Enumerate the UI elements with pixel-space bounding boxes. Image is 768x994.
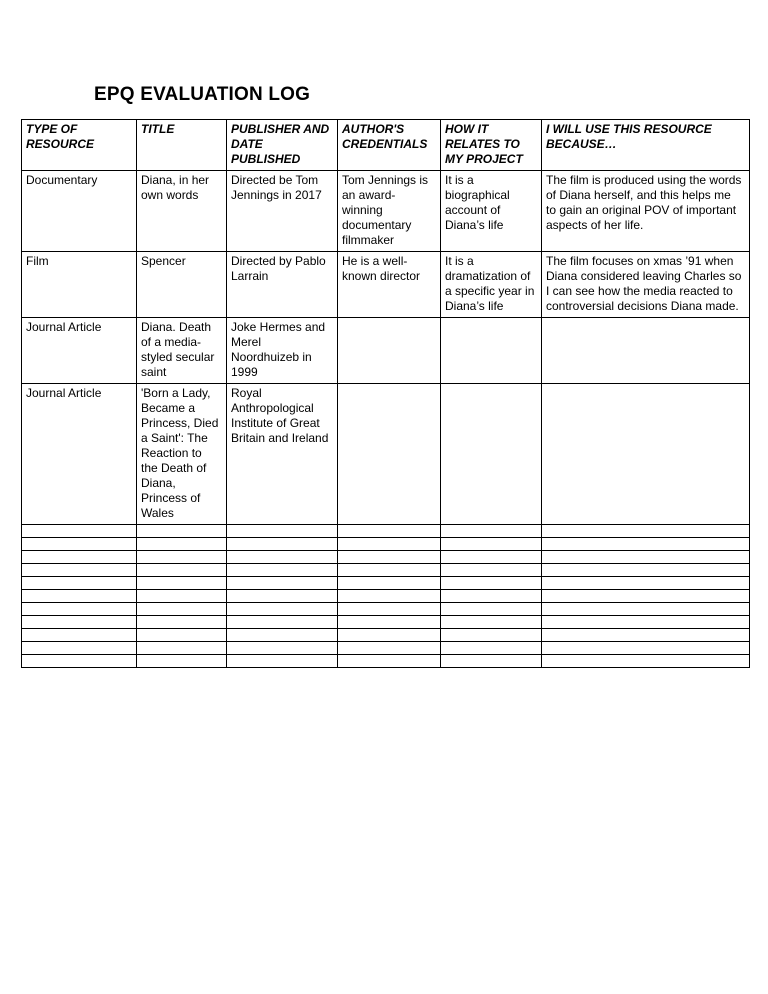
empty-rows (22, 525, 750, 668)
evaluation-log-table (21, 119, 750, 668)
empty-table-cell (338, 590, 441, 603)
table-cell: The film is produced using the words of Diana herself, and this helps me to gain an original POV of important aspects of her life. (542, 171, 750, 252)
empty-table-cell (542, 564, 750, 577)
empty-table-cell (542, 655, 750, 668)
empty-table-cell (441, 616, 542, 629)
empty-table-cell (542, 629, 750, 642)
empty-table-cell (137, 564, 227, 577)
empty-table-cell (22, 538, 137, 551)
table-cell (338, 384, 441, 525)
table-cell: Joke Hermes and Merel Noordhuizeb in 1999 (227, 318, 338, 384)
empty-table-cell (338, 551, 441, 564)
empty-table-cell (22, 577, 137, 590)
empty-table-cell (227, 551, 338, 564)
empty-table-cell (227, 538, 338, 551)
table-cell (542, 318, 750, 384)
empty-table-cell (137, 655, 227, 668)
empty-table-cell (338, 525, 441, 538)
empty-table-cell (137, 642, 227, 655)
table-cell: Tom Jennings is an award-winning documentary filmmaker (338, 171, 441, 252)
empty-table-cell (338, 642, 441, 655)
table-cell: 'Born a Lady, Became a Princess, Died a Saint': The Reaction to the Death of Diana, Princess of Wales (137, 384, 227, 525)
table-row (22, 252, 750, 318)
header-use-resource-because: I WILL USE THIS RESOURCE BECAUSE… (542, 120, 750, 171)
empty-table-cell (441, 538, 542, 551)
empty-table-cell (441, 629, 542, 642)
empty-table-cell (22, 642, 137, 655)
header-row (22, 120, 750, 171)
empty-table-cell (441, 525, 542, 538)
empty-table-cell (441, 551, 542, 564)
empty-table-cell (137, 629, 227, 642)
table-cell: Royal Anthropological Institute of Great Britain and Ireland (227, 384, 338, 525)
empty-table-cell (227, 590, 338, 603)
table-cell: Journal Article (22, 384, 137, 525)
empty-table-cell (227, 603, 338, 616)
empty-table-cell (441, 603, 542, 616)
empty-table-cell (22, 603, 137, 616)
empty-table-row (22, 551, 750, 564)
table-row (22, 384, 750, 525)
empty-table-cell (22, 525, 137, 538)
table-cell: It is a dramatization of a specific year in Diana’s life (441, 252, 542, 318)
empty-table-row (22, 603, 750, 616)
empty-table-row (22, 564, 750, 577)
table-cell: Spencer (137, 252, 227, 318)
empty-table-cell (22, 564, 137, 577)
table-cell (338, 318, 441, 384)
empty-table-cell (137, 603, 227, 616)
empty-table-row (22, 616, 750, 629)
table-body (22, 171, 750, 525)
table-row (22, 318, 750, 384)
empty-table-cell (441, 655, 542, 668)
table-cell: The film focuses on xmas ’91 when Diana considered leaving Charles so I can see how the media reacted to controversial decisions Diana made. (542, 252, 750, 318)
table-cell: Documentary (22, 171, 137, 252)
empty-table-cell (227, 629, 338, 642)
empty-table-cell (338, 629, 441, 642)
page-title: EPQ EVALUATION LOG (94, 84, 311, 105)
empty-table-cell (22, 655, 137, 668)
empty-table-cell (542, 577, 750, 590)
table-cell (441, 384, 542, 525)
empty-table-cell (22, 551, 137, 564)
empty-table-cell (227, 525, 338, 538)
empty-table-cell (22, 616, 137, 629)
empty-table-cell (441, 642, 542, 655)
empty-table-cell (338, 603, 441, 616)
table-cell: Directed by Pablo Larrain (227, 252, 338, 318)
empty-table-row (22, 590, 750, 603)
empty-table-cell (338, 655, 441, 668)
header-authors-credentials: AUTHOR'S CREDENTIALS (338, 120, 441, 171)
empty-table-cell (137, 577, 227, 590)
empty-table-cell (338, 616, 441, 629)
empty-table-cell (137, 538, 227, 551)
empty-table-row (22, 642, 750, 655)
empty-table-cell (137, 551, 227, 564)
table-cell: Film (22, 252, 137, 318)
empty-table-cell (542, 616, 750, 629)
table-cell: Diana. Death of a media-styled secular saint (137, 318, 227, 384)
table-cell (441, 318, 542, 384)
empty-table-cell (227, 655, 338, 668)
header-relates-to-project: HOW IT RELATES TO MY PROJECT (441, 120, 542, 171)
empty-table-row (22, 629, 750, 642)
empty-table-row (22, 655, 750, 668)
header-type-of-resource: TYPE OF RESOURCE (22, 120, 137, 171)
header-publisher-date: PUBLISHER AND DATE PUBLISHED (227, 120, 338, 171)
empty-table-cell (227, 642, 338, 655)
empty-table-cell (338, 538, 441, 551)
empty-table-cell (542, 538, 750, 551)
table-row (22, 171, 750, 252)
empty-table-cell (338, 564, 441, 577)
empty-table-cell (227, 616, 338, 629)
empty-table-cell (542, 590, 750, 603)
empty-table-cell (137, 590, 227, 603)
empty-table-cell (227, 577, 338, 590)
table-cell: It is a biographical account of Diana’s life (441, 171, 542, 252)
empty-table-cell (22, 590, 137, 603)
empty-table-cell (137, 616, 227, 629)
table-cell: Journal Article (22, 318, 137, 384)
empty-table-cell (542, 642, 750, 655)
table-cell (542, 384, 750, 525)
empty-table-cell (441, 564, 542, 577)
empty-table-row (22, 577, 750, 590)
empty-table-cell (441, 590, 542, 603)
empty-table-cell (441, 577, 542, 590)
empty-table-row (22, 525, 750, 538)
empty-table-cell (542, 603, 750, 616)
empty-table-cell (227, 564, 338, 577)
table-cell: Directed be Tom Jennings in 2017 (227, 171, 338, 252)
empty-table-cell (338, 577, 441, 590)
empty-table-cell (137, 525, 227, 538)
empty-table-cell (22, 629, 137, 642)
table-cell: He is a well-known director (338, 252, 441, 318)
empty-table-cell (542, 551, 750, 564)
empty-table-row (22, 538, 750, 551)
header-title: TITLE (137, 120, 227, 171)
empty-table-cell (542, 525, 750, 538)
table-header (22, 120, 750, 171)
table-cell: Diana, in her own words (137, 171, 227, 252)
